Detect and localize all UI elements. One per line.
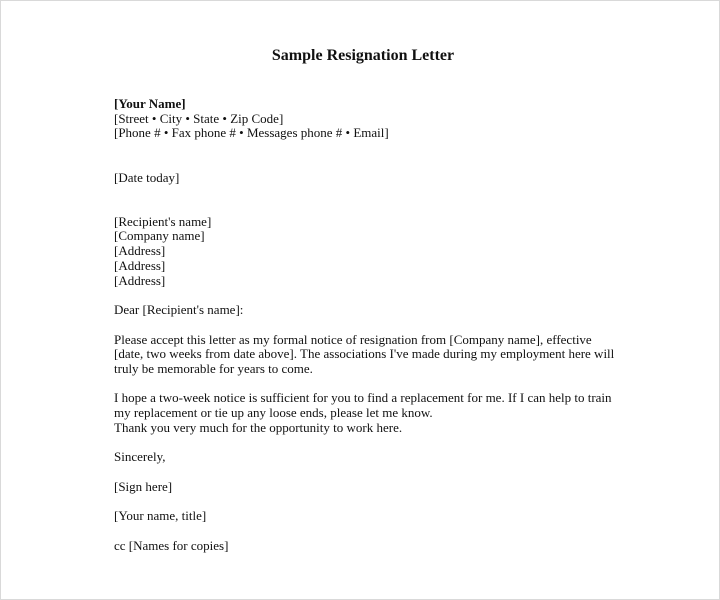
sender-name: [Your Name] bbox=[114, 96, 186, 111]
body-paragraph-1-line: truly be memorable for years to come. bbox=[114, 361, 313, 376]
body-paragraph-1-line: Please accept this letter as my formal notice of resignation from [Company name], effective bbox=[114, 332, 592, 347]
signature-placeholder: [Sign here] bbox=[114, 479, 173, 494]
signer-name-title: [Your name, title] bbox=[114, 508, 207, 523]
letter-date: [Date today] bbox=[114, 170, 180, 185]
cc-line: cc [Names for copies] bbox=[114, 538, 229, 553]
document-title: Sample Resignation Letter bbox=[271, 47, 455, 64]
recipient-company: [Company name] bbox=[114, 228, 205, 243]
salutation: Dear [Recipient's name]: bbox=[114, 302, 244, 317]
recipient-address-line: [Address] bbox=[114, 273, 166, 288]
recipient-address-line: [Address] bbox=[114, 243, 166, 258]
sender-contact: [Phone # • Fax phone # • Messages phone # • Email] bbox=[114, 125, 389, 140]
recipient-address-line: [Address] bbox=[114, 258, 166, 273]
body-paragraph-2-line: Thank you very much for the opportunity to work here. bbox=[114, 420, 403, 435]
body-paragraph-1-line: [date, two weeks from date above]. The associations I've made during my employment here will bbox=[114, 346, 615, 361]
recipient-name: [Recipient's name] bbox=[114, 214, 212, 229]
sender-address: [Street • City • State • Zip Code] bbox=[114, 111, 284, 126]
body-paragraph-2-line: my replacement or tie up any loose ends, please let me know. bbox=[114, 405, 433, 420]
closing: Sincerely, bbox=[114, 449, 166, 464]
body-paragraph-2-line: I hope a two-week notice is sufficient for you to find a replacement for me. If I can help to train bbox=[114, 390, 612, 405]
